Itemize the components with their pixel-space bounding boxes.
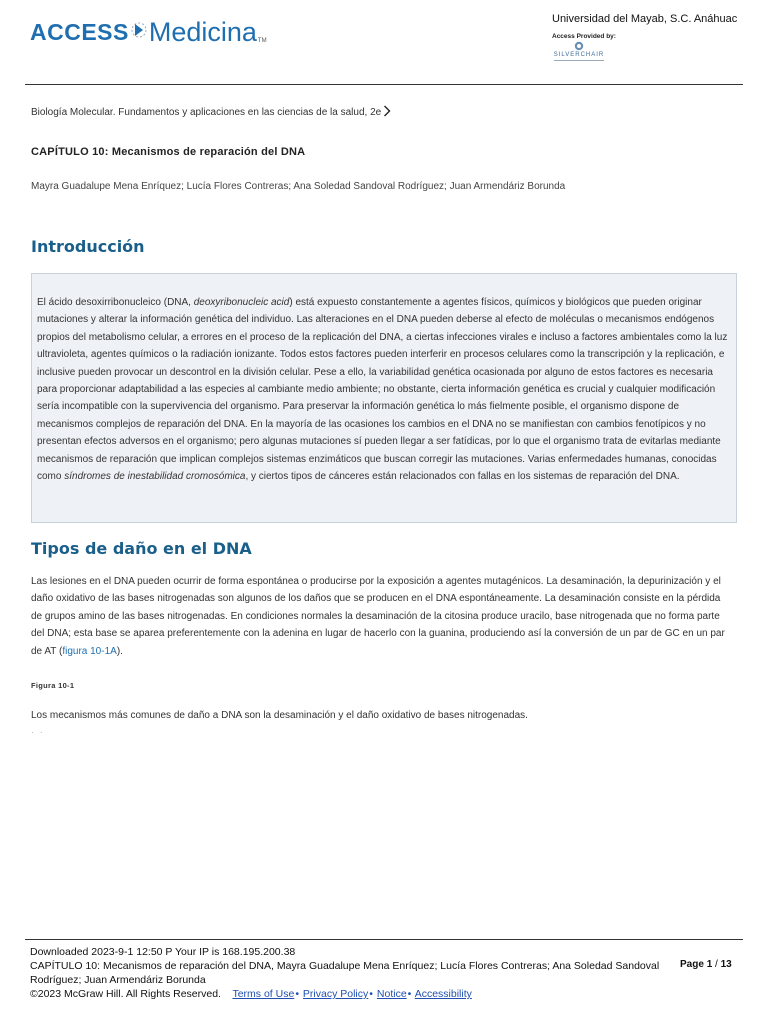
intro-italic-term-2: síndromes de inestabilidad cromosómica [64, 471, 246, 483]
page-total: 13 [720, 959, 732, 970]
tipos-paragraph [31, 573, 731, 660]
section-heading-tipos-dano: Tipos de daño en el DNA [31, 539, 252, 558]
intro-text-middle: ) está expuesto constantemente a agentes físicos, químicos y biológicos que pueden originar mutaciones y alterar la información genética del individuo. Las alteraciones en el DNA pueden deberse al efecto de moléculas o mecanismos endógenos propios del metabolismo celular, a errores en el proceso de la replicación del DNA, a ciertas infecciones virales e incluso a factores ambientales como la luz ultravioleta, agentes químicos o la radiación ionizante. Todos estos factores pueden interferir en procesos celulares como la transcripción y la replicación, e inclusive pueden provocar un descontrol en la división celular. Pese a ello, la variabilidad genética ocasionada por alguno de estos factores es necesaria para proporcionar adaptabilidad a las especies al cambiante medio ambiente; no obstante, cierta información genética es crucial y cualquier modificación sería incompatible con la supervivencia del organismo. Para preservar la información genética lo más fielmente posible, el organismo dispone de mecanismos complejos de reparación del DNA. En la mayoría de las ocasiones los cambios en el DNA no se manifiestan con cambios fenotípicos y no presentan efectos adversos en el organismo; pero algunas mutaciones sí pueden llegar a ser fatídicas, por lo que el organismo trata de evitarlas mediante mecanismos de reparación que implican complejos sistemas enzimáticos que buscan corregir las mutaciones. Varias enfermedades humanas, conocidas como [37, 297, 728, 483]
privacy-policy-link[interactable]: Privacy Policy [302, 988, 369, 1000]
copyright-text: ©2023 McGraw Hill. All Rights Reserved. [30, 988, 221, 1000]
access-provided-label: Access Provided by: [552, 33, 616, 40]
citation-line: CAPÍTULO 10: Mecanismos de reparación del DNA, Mayra Guadalupe Mena Enríquez; Lucía Flores Contreras; Ana Soledad Sandoval [30, 960, 660, 972]
silverchair-logo [551, 41, 607, 65]
intro-text-end: , y ciertos tipos de cánceres están relacionados con fallas en los sistemas de reparación del DNA. [245, 471, 680, 483]
page-footer [30, 945, 730, 1001]
page-current: 1 [706, 959, 713, 970]
page-indicator: Page 1 / 13 [680, 959, 732, 970]
silverchair-emblem-icon [574, 41, 584, 51]
silverchair-text: SILVERCHAIR [553, 52, 605, 58]
intro-text-start: El ácido desoxirribonucleico (DNA, [37, 297, 194, 308]
accessibility-link[interactable]: Accessibility [414, 988, 472, 1000]
chapter-title: CAPÍTULO 10: Mecanismos de reparación del DNA [31, 146, 306, 158]
tipos-text-end: ). [116, 645, 123, 657]
section-heading-introduccion: Introducción [31, 237, 145, 256]
institution-name: Universidad del Mayab, S.C. Anáhuac [552, 13, 738, 25]
page-label: Page [680, 959, 704, 970]
breadcrumb-book-title[interactable]: Biología Molecular. Fundamentos y aplicaciones en las ciencias de la salud, 2e [31, 107, 382, 118]
accessmedicina-logo[interactable] [30, 14, 267, 50]
terms-of-use-link[interactable]: Terms of Use [232, 988, 295, 1000]
notice-link[interactable]: Notice [376, 988, 407, 1000]
header-divider [25, 84, 743, 85]
logo-arrow-icon [131, 19, 147, 46]
breadcrumb[interactable] [31, 105, 391, 120]
page-header [0, 0, 768, 85]
citation-line-2: Rodríguez; Juan Armendáriz Borunda [30, 974, 206, 986]
figure-caption: Los mecanismos más comunes de daño a DNA son la desaminación y el daño oxidativo de bases nitrogenadas. [31, 710, 528, 721]
logo-medicina-text: Medicina [148, 16, 257, 47]
logo-trademark: TM [257, 38, 267, 44]
figure-10-1a-link[interactable]: figura 10-1A [62, 645, 117, 657]
silverchair-underline [554, 60, 604, 61]
chevron-right-icon [383, 105, 391, 120]
figure-placeholder-dots: · · [31, 728, 45, 737]
footer-divider [25, 939, 743, 940]
intro-italic-term: deoxyribonucleic acid [193, 297, 290, 308]
download-info: Downloaded 2023-9-1 12:50 P Your IP is 168.195.200.38 [30, 946, 296, 958]
tipos-text: Las lesiones en el DNA pueden ocurrir de forma espontánea o producirse por la exposición a agentes mutagénicos. La desaminación, la depurinización y el daño oxidativo de las bases nitrogenadas son algunos de los daños que se producen en el DNA espontáneamente. La desaminación consiste en la pérdida de grupos amino de las bases nitrogenadas. En condiciones normales la desaminación de la citosina produce uracilo, base nitrogenada que no forma parte del DNA; esta base se aparea preferentemente con la adenina en lugar de hacerlo con la guanina, produciendo así la conversión de un par de GC en un par de AT ( [31, 576, 725, 657]
intro-box [31, 273, 737, 523]
footer-links-row: ©2023 McGraw Hill. All Rights Reserved. Terms of Use• Privacy Policy• Notice• Accessibility [30, 988, 472, 1000]
logo-access-text: ACCESS [30, 18, 129, 45]
intro-paragraph [37, 294, 728, 485]
figure-label: Figura 10-1 [31, 681, 75, 690]
authors-list: Mayra Guadalupe Mena Enríquez; Lucía Flores Contreras; Ana Soledad Sandoval Rodríguez; Juan Armendáriz Borunda [31, 181, 566, 192]
